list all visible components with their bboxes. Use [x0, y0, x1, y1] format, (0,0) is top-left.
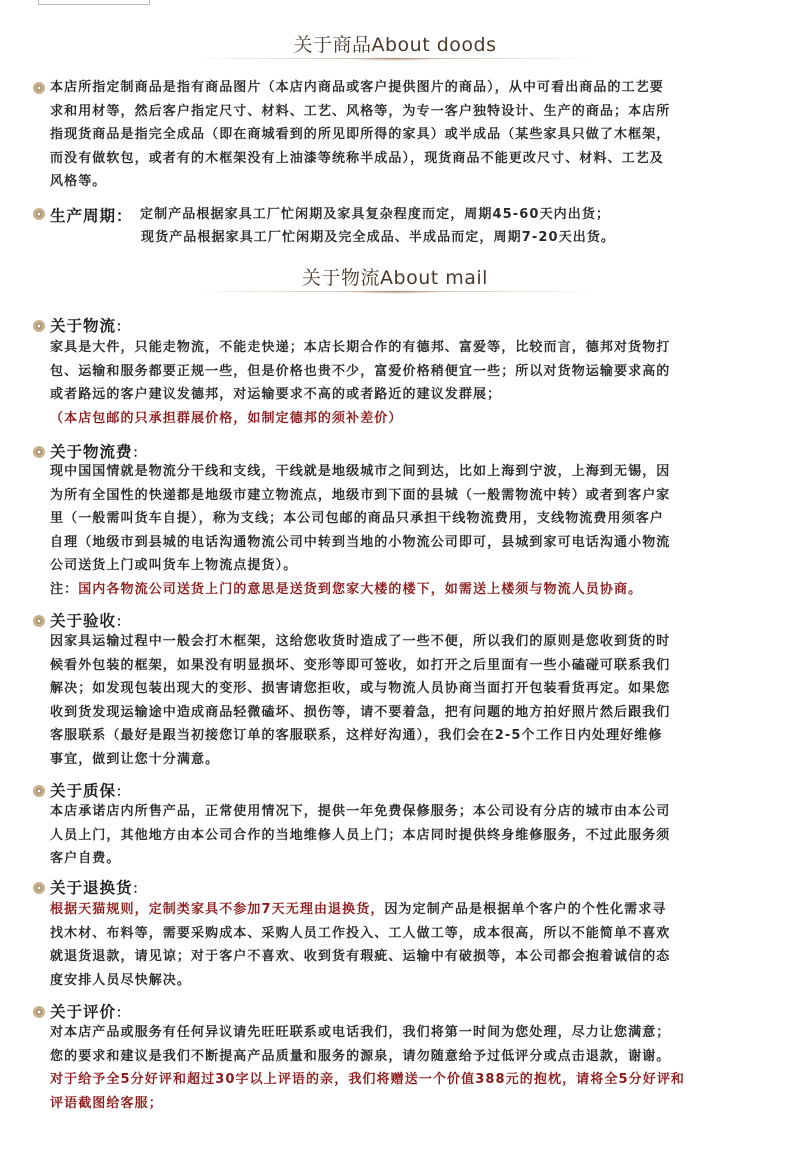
returns-heading: 关于退换货：: [50, 879, 147, 897]
intro-line: 求和用材等，然后客户指定尺寸、材料、工艺、风格等，为专一客户独特设计、生产的商品；本店所: [50, 103, 671, 119]
logistics-fee-text: [50, 460, 762, 601]
inspection-line: 事宜，做到让您十分满意。: [50, 751, 220, 767]
fee-note-label: 注：: [50, 581, 79, 597]
logistics-line: 家具是大件，只能走物流，不能走快递；本店长期合作的有德邦、富爱等，比较而言，德邦对货物打: [50, 340, 671, 355]
intro-line: 而没有做软包，或者有的木框架没有上油漆等统称半成品），现货商品不能更改尺寸、材料、工艺及: [50, 150, 664, 166]
bullet-icon: [33, 1006, 45, 1018]
inspection-heading: 关于验收：: [50, 612, 131, 630]
top-tab-outline: [38, 0, 150, 5]
warranty-line: 本店承诺店内所售产品，正常使用情况下，提供一年免费保修服务；本公司设有分店的城市由本公司: [50, 804, 671, 819]
section-title-mail: 关于物流About mail: [302, 267, 488, 289]
production-cycle-label: 生产周期：: [50, 207, 133, 225]
warranty-line: 客户自费。: [50, 851, 121, 866]
warranty-heading: 关于质保：: [50, 782, 131, 800]
review-reward-line: 对于给予全5分好评和超过30字以上评语的亲，我们将赠送一个价值388元的抱枕，请将全5分好评和: [50, 1072, 686, 1087]
logistics-text: [50, 336, 762, 430]
logistics-fee-heading: 关于物流费：: [50, 443, 147, 461]
returns-rule-text: 根据天猫规则，定制类家具不参加7天无理由退换货，: [50, 902, 385, 917]
fee-line: 为所有全国性的快递都是地级市建立物流点，地级市到下面的县城（一般需物流中转）或者到客户家: [50, 487, 671, 503]
goods-intro-text: [50, 76, 762, 194]
inspection-text: [50, 630, 762, 771]
fee-note: [50, 578, 762, 602]
review-heading: 关于评价：: [50, 1003, 131, 1021]
returns-line: 找木材、布料等，需要采购成本、采购人员工作投入、工人做工等，成本很高，所以不能简单不喜欢: [50, 925, 671, 941]
bullet-icon: [33, 615, 45, 627]
returns-line: 度安排人员尽快解决。: [50, 972, 192, 988]
cycle-line: 定制产品根据家具工厂忙闲期及家具复杂程度而定，周期45-60天内出货；: [140, 207, 611, 222]
cycle-line: 现货产品根据家具工厂忙闲期及完全成品、半成品而定，周期7-20天出货。: [141, 230, 616, 245]
logistics-line: 或者路远的客户建议发德邦，对运输要求不高的或者路近的建议发群展；: [50, 387, 502, 402]
returns-line: 就退货退款，请见谅；对于客户不喜欢、收到货有瑕疵、运输中有破损等，本公司都会抱着诚信的态: [50, 949, 671, 964]
review-reward-line: 评语截图给客服；: [50, 1095, 163, 1111]
logistics-heading: 关于物流：: [50, 317, 131, 335]
section-title-goods: 关于商品About doods: [293, 34, 497, 56]
returns-line-rest: 因为定制产品是根据单个客户的个性化需求寻: [384, 902, 667, 917]
bullet-icon: [33, 785, 45, 797]
review-text: [50, 1021, 762, 1115]
review-line: 您的要求和建议是我们不断提高产品质量和服务的源泉，请勿随意给予过低评分或点击退款，谢谢。: [50, 1048, 671, 1064]
fee-line: 公司送货上门或叫货车上物流点提货）。: [50, 558, 298, 573]
inspection-line: 客服联系（最好是跟当初接您订单的客服联系，这样好沟通），我们会在2-5个工作日内处理好维修: [50, 728, 663, 743]
logistics-note: （本店包邮的只承担群展价格，如制定德邦的须补差价）: [50, 410, 403, 426]
fee-note-text: 国内各物流公司送货上门的意思是送货到您家大楼的楼下，如需送上楼须与物流人员协商。: [78, 581, 643, 597]
review-line: 对本店产品或服务有任何异议请先旺旺联系或电话我们，我们将第一时间为您处理，尽力让您满意；: [50, 1025, 671, 1040]
warranty-line: 人员上门，其他地方由本公司合作的当地维修人员上门；本店同时提供终身维修服务，不过此服务须: [50, 827, 671, 843]
logistics-line: 包、运输和服务都要正规一些，但是价格也贵不少，富爱价格稍便宜一些；所以对货物运输要求高的: [50, 363, 671, 379]
bullet-icon: [33, 882, 45, 894]
production-cycle-text: [140, 203, 615, 249]
fee-line: 现中国国情就是物流分干线和支线，干线就是地级城市之间到达，比如上海到宁波，上海到无锡，因: [50, 464, 671, 479]
returns-text: [50, 898, 762, 992]
inspection-line: 候看外包装的框架，如果没有明显损坏、变形等即可签收，如打开之后里面有一些小磕碰可联系我们: [50, 657, 671, 673]
inspection-line: 收到货发现运输途中造成商品轻微磕坏、损伤等，请不要着急，把有问题的地方拍好照片然后跟我们: [50, 704, 671, 720]
intro-line: 风格等。: [50, 174, 107, 189]
fee-line: 自理（地级市到县城的电话沟通物流公司中转到当地的小物流公司即可，县城到家可电话沟通小物流: [50, 534, 671, 550]
bullet-icon: [33, 208, 45, 220]
bullet-icon: [33, 82, 45, 94]
bullet-icon: [33, 320, 45, 332]
warranty-text: [50, 800, 762, 871]
inspection-line: 因家具运输过程中一般会打木框架，这给您收货时造成了一些不便，所以我们的原则是您收到货的时: [50, 634, 671, 649]
fee-line: 里（一般需叫货车自提），称为支线；本公司包邮的商品只承担干线物流费用，支线物流费用须客户: [50, 511, 664, 526]
section-divider: [195, 289, 595, 295]
returns-line: [50, 898, 762, 922]
section-divider: [195, 56, 595, 62]
bullet-icon: [33, 446, 45, 458]
intro-line: 本店所指定制商品是指有商品图片（本店内商品或客户提供图片的商品），从中可看出商品的工艺要: [50, 80, 664, 95]
inspection-line: 解决；如发现包装出现大的变形、损害请您拒收，或与物流人员协商当面打开包装看货再定。如果您: [50, 681, 671, 696]
intro-line: 指现货商品是指完全成品（即在商城看到的所见即所得的家具）或半成品（某些家具只做了木框架，: [50, 127, 671, 142]
